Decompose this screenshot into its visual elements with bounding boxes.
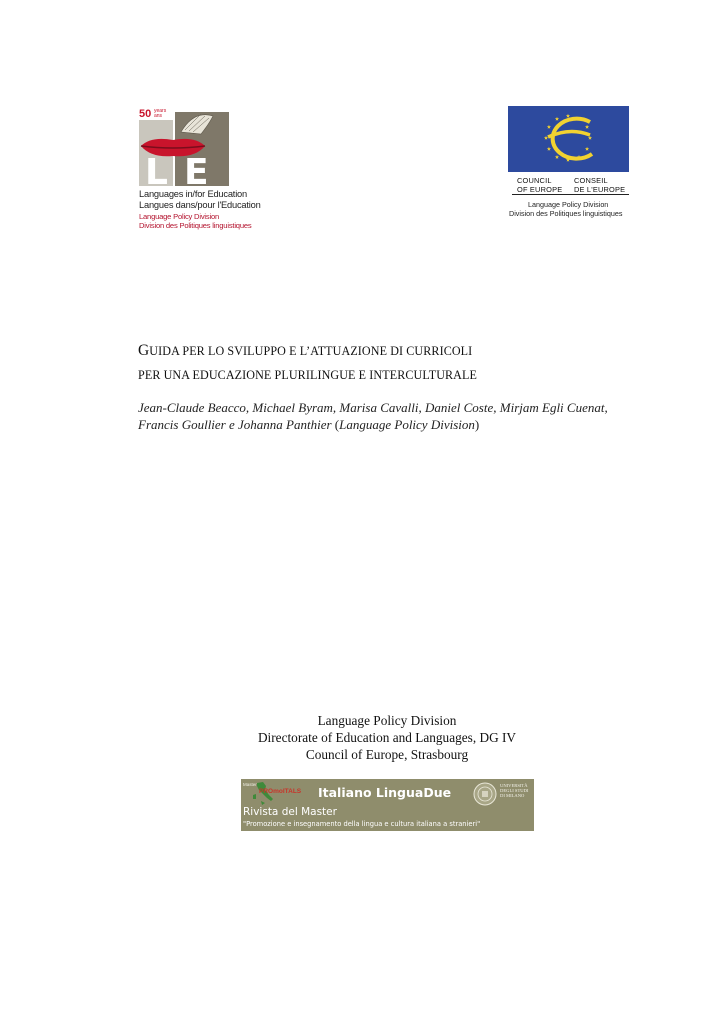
- publisher-line2: Directorate of Education and Languages, DG IV: [257, 730, 517, 745]
- coe-name-en-line1: COUNCIL: [517, 176, 552, 185]
- authors: [138, 399, 638, 433]
- publisher-block: [232, 712, 542, 763]
- le-caption-line2: Langues dans/pour l'Education: [139, 200, 261, 210]
- coe-star-icon: [547, 147, 551, 151]
- coe-star-icon: [547, 125, 551, 129]
- coe-name-fr-line1: CONSEIL: [574, 176, 608, 185]
- le-badge-ans: ans: [154, 113, 163, 119]
- authors-line1: Jean-Claude Beacco, Michael Byram, Marisa Cavalli, Daniel Coste, Mirjam Egli Cuenat,: [138, 400, 608, 415]
- banner-promo-label: PROmoITALS: [259, 788, 302, 795]
- coe-star-icon: [566, 114, 570, 118]
- publisher-line3: Council of Europe, Strasbourg: [305, 747, 469, 762]
- title-line2: PER UNA EDUCAZIONE PLURILINGUE E INTERCULTURALE: [138, 368, 477, 382]
- banner-university-line1: UNIVERSITÀ: [500, 783, 528, 788]
- coe-name-fr: [574, 177, 625, 194]
- publisher-line1: Language Policy Division: [317, 713, 457, 728]
- title-line1: GUIDA PER LO SVILUPPO E L’ATTUAZIONE DI CURRICOLI: [138, 342, 473, 359]
- coe-division-fr: Division des Politiques linguistiques: [509, 209, 623, 218]
- italiano-linguadue-banner: [241, 779, 534, 831]
- coe-division-en: Language Policy Division: [528, 200, 609, 209]
- authors-line2: [138, 416, 638, 433]
- authors-line2-names: Francis Goullier e Johanna Panthier: [138, 417, 335, 432]
- coe-divider: [512, 194, 629, 195]
- coe-star-icon: [555, 117, 559, 121]
- authors-affiliation: Language Policy Division: [339, 417, 475, 432]
- banner-tagline: "Promozione e insegnamento della lingua e cultura italiana a stranieri": [243, 820, 481, 828]
- le-badge-letters: LE: [145, 152, 225, 186]
- banner-university: [500, 783, 528, 799]
- coe-name-fr-line2: DE L'EUROPE: [574, 184, 626, 194]
- coe-star-icon: [555, 155, 559, 159]
- banner-university-line3: DI MILANO: [500, 793, 525, 799]
- le-badge-icon: [139, 106, 229, 186]
- le-caption-line4: Division des Politiques linguistiques: [139, 221, 252, 230]
- banner-title: Italiano LinguaDue: [318, 785, 452, 800]
- le-badge-years: 50: [139, 108, 152, 120]
- le-caption-line3: Language Policy Division: [139, 212, 220, 221]
- banner-university-line2: DEGLI STUDI: [500, 788, 529, 794]
- coe-star-icon: [544, 136, 548, 140]
- le-badge-years-word: years: [154, 108, 167, 114]
- le-caption-line1: Languages in/for Education: [139, 189, 247, 199]
- coe-star-icon: [588, 136, 592, 140]
- university-seal-icon: [473, 782, 497, 806]
- open-paren: (: [334, 417, 340, 432]
- coe-star-icon: [585, 147, 589, 151]
- close-paren: ): [474, 417, 480, 432]
- council-of-europe-logo: [508, 106, 630, 224]
- coe-name-en: [517, 177, 562, 194]
- document-title: [138, 339, 638, 387]
- coe-name-en-line2: OF EUROPE: [517, 184, 563, 194]
- banner-rivista: Rivista del Master: [243, 806, 337, 818]
- banner-master-label: Master: [243, 782, 257, 787]
- council-of-europe-flag-icon: [508, 106, 629, 172]
- le-logo: [139, 106, 269, 231]
- coe-star-icon: [585, 125, 589, 129]
